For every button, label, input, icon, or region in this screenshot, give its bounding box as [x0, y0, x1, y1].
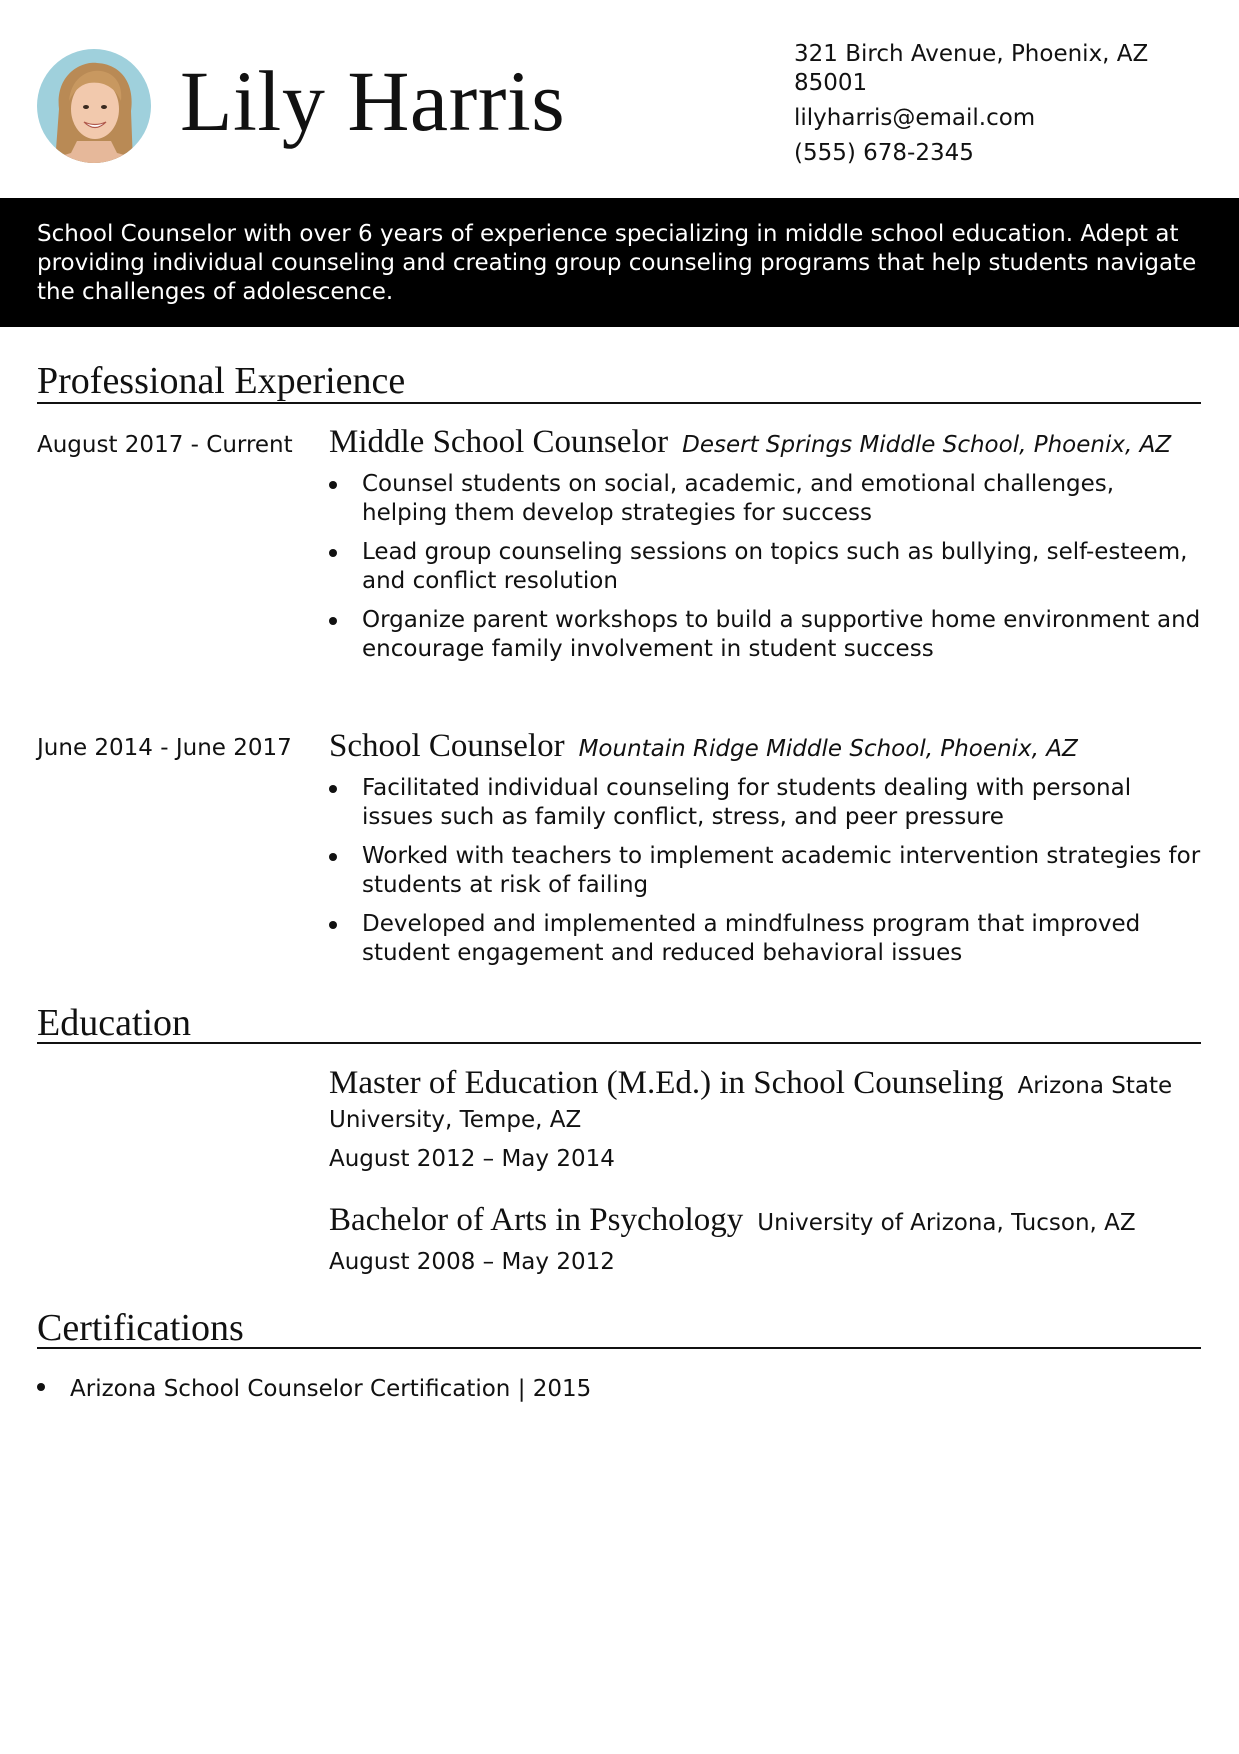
bullet-icon: [37, 1383, 45, 1391]
contact-info: [794, 40, 1194, 168]
list-item: [329, 470, 1201, 528]
bullet-text: Developed and implemented a mindfulness program that improved student engagement and reduced behavioral issues: [362, 911, 1141, 966]
certification-item: [37, 1374, 591, 1404]
education-dates: August 2008 – May 2012: [329, 1249, 615, 1275]
education-entry: [329, 1203, 1201, 1276]
education-heading: Education: [37, 1000, 1201, 1044]
list-item: [329, 606, 1201, 664]
bullet-text: Facilitated individual counseling for students dealing with personal issues such as family conflict, stress, and peer pressure: [362, 775, 1132, 830]
job-entry: [329, 729, 1201, 978]
list-item: [329, 538, 1201, 596]
degree: Bachelor of Arts in Psychology: [329, 1202, 744, 1238]
education-entry: [329, 1066, 1201, 1173]
job-dates: June 2014 - June 2017: [37, 735, 292, 761]
school: Arizona State University, Tempe, AZ: [329, 1073, 1173, 1133]
education-header: [329, 1203, 1201, 1240]
bullet-text: Organize parent workshops to build a supportive home environment and encourage family involvement in student success: [362, 607, 1201, 662]
summary: School Counselor with over 6 years of experience specializing in middle school education. Adept at providing individual counseling and creating group counseling programs that help students navigate the challenges of adolescence.: [0, 198, 1239, 327]
address: 321 Birch Avenue, Phoenix, AZ 85001: [794, 41, 1149, 96]
bullet-icon: [329, 853, 337, 861]
list-item: [329, 774, 1201, 832]
bullet-text: Lead group counseling sessions on topics such as bullying, self-esteem, and conflict resolution: [362, 539, 1188, 594]
candidate-name: Lily Harris: [180, 53, 566, 149]
job-dates: August 2017 - Current: [37, 432, 293, 458]
job-title: School Counselor: [329, 728, 565, 764]
bullet-icon: [329, 549, 337, 557]
education-header: [329, 1066, 1201, 1137]
job-header: [329, 425, 1201, 462]
education-dates: August 2012 – May 2014: [329, 1146, 615, 1172]
profile-photo: [37, 49, 151, 163]
certification-text: Arizona School Counselor Certification | 2015: [70, 1376, 592, 1402]
job-entry: [329, 425, 1201, 674]
job-title: Middle School Counselor: [329, 424, 669, 460]
job-bullets: [329, 470, 1201, 664]
list-item: [329, 842, 1201, 900]
bullet-icon: [329, 785, 337, 793]
experience-heading: Professional Experience: [37, 358, 1201, 404]
job-bullets: [329, 774, 1201, 968]
job-organization: Mountain Ridge Middle School, Phoenix, AZ: [578, 736, 1078, 762]
phone: (555) 678-2345: [794, 140, 974, 166]
bullet-icon: [329, 481, 337, 489]
bullet-text: Counsel students on social, academic, and emotional challenges, helping them develop strategies for success: [362, 471, 1115, 526]
email: lilyharris@email.com: [794, 105, 1036, 131]
job-header: [329, 729, 1201, 766]
certifications-heading: Certifications: [37, 1305, 1201, 1349]
job-organization: Desert Springs Middle School, Phoenix, AZ: [682, 432, 1172, 458]
degree: Master of Education (M.Ed.) in School Counseling: [329, 1065, 1004, 1101]
resume-header: [0, 0, 1239, 198]
school: University of Arizona, Tucson, AZ: [757, 1210, 1136, 1236]
list-item: [329, 910, 1201, 968]
bullet-icon: [329, 617, 337, 625]
bullet-text: Worked with teachers to implement academic intervention strategies for students at risk of failing: [362, 843, 1201, 898]
bullet-icon: [329, 921, 337, 929]
